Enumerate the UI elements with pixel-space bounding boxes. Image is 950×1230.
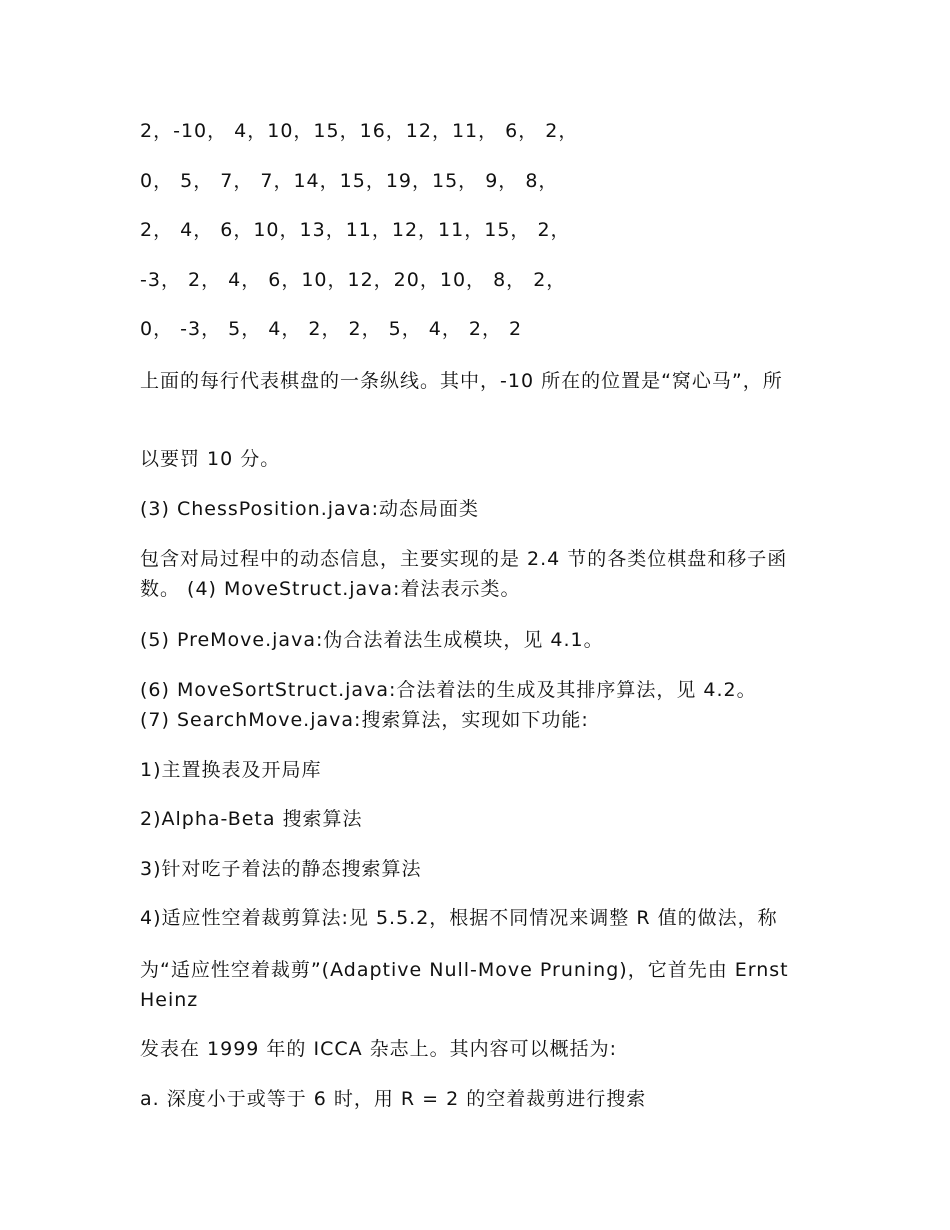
paragraph-explanation-cont: 以要罚 10 分。 — [140, 448, 281, 470]
feature-null-move-source: 发表在 1999 年的 ICCA 杂志上。其内容可以概括为: — [140, 1038, 618, 1060]
item-searchmove: (7) SearchMove.java:搜索算法，实现如下功能: — [140, 709, 589, 731]
feature-quiescence-search: 3)针对吃子着法的静态搜索算法 — [140, 858, 422, 880]
value-row-3: 2， 4， 6，10，13，11，12，11，15， 2， — [140, 219, 571, 241]
feature-null-move: 4)适应性空着裁剪算法:见 5.5.2，根据不同情况来调整 R 值的做法，称 — [140, 907, 778, 929]
value-row-1: 2，-10， 4，10，15，16，12，11， 6， 2， — [140, 120, 579, 142]
feature-alpha-beta: 2)Alpha-Beta 搜索算法 — [140, 808, 363, 830]
feature-null-move-rule-a: a. 深度小于或等于 6 时，用 R = 2 的空着裁剪进行搜索 — [140, 1088, 647, 1110]
item-premove: (5) PreMove.java:伪合法着法生成模块，见 4.1。 — [140, 629, 604, 651]
paragraph-explanation: 上面的每行代表棋盘的一条纵线。其中，-10 所在的位置是“窝心马”，所 — [140, 370, 783, 392]
value-row-5: 0， -3， 5， 4， 2， 2， 5， 4， 2， 2 — [140, 318, 523, 340]
feature-null-move-cont: 为“适应性空着裁剪”(Adaptive Null-Move Pruning)，它首先由 Ernst Heinz — [140, 959, 789, 1011]
feature-transposition-table: 1)主置换表及开局库 — [140, 759, 322, 781]
value-row-4: -3， 2， 4， 6，10，12，20，10， 8， 2， — [140, 269, 567, 291]
item-chessposition: (3) ChessPosition.java:动态局面类 — [140, 498, 479, 520]
value-row-2: 0， 5， 7， 7，14，15，19，15， 9， 8， — [140, 170, 559, 192]
item-movesortstruct: (6) MoveSortStruct.java:合法着法的生成及其排序算法，见 4.2。 — [140, 679, 757, 701]
item-chessposition-desc: 包含对局过程中的动态信息，主要实现的是 2.4 节的各类位棋盘和移子函数。 (4) MoveStruct.java:着法表示类。 — [140, 548, 788, 600]
